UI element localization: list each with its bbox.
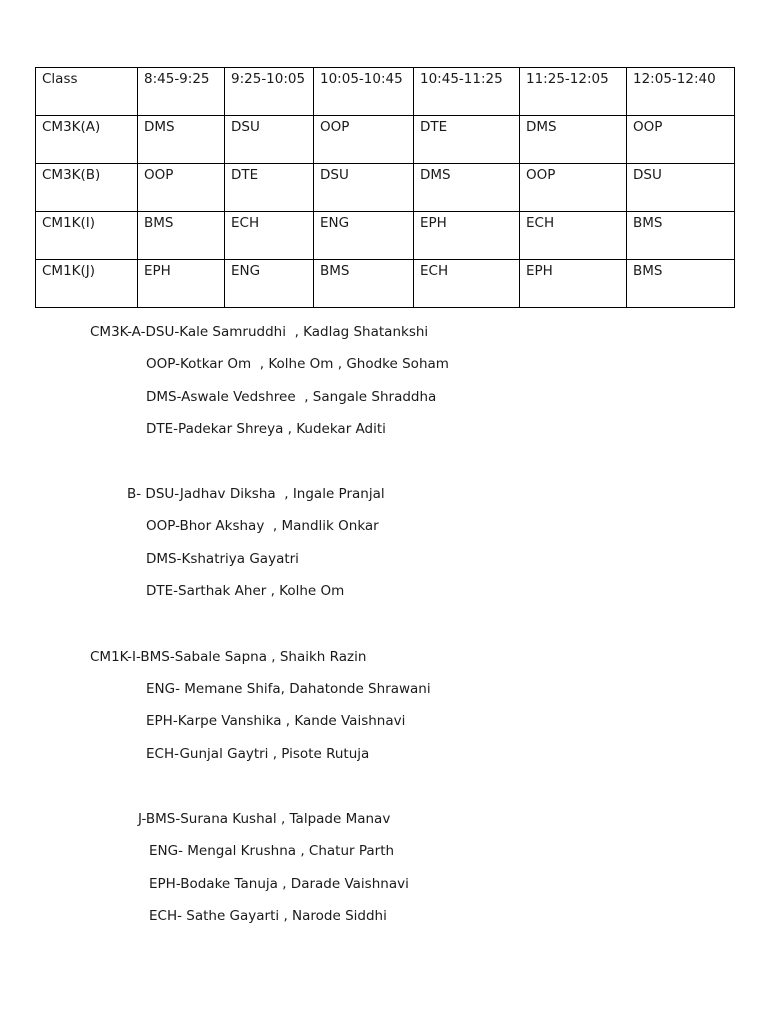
assignment-line: EPH-Bodake Tanuja , Darade Vaishnavi bbox=[149, 876, 409, 892]
table-cell: CM1K(I) bbox=[36, 212, 138, 260]
table-cell: ENG bbox=[314, 212, 414, 260]
assignment-line: OOP-Bhor Akshay , Mandlik Onkar bbox=[146, 518, 379, 534]
assignment-line: ECH- Sathe Gayarti , Narode Siddhi bbox=[149, 908, 387, 924]
assignment-line: DMS-Aswale Vedshree , Sangale Shraddha bbox=[146, 389, 437, 405]
table-cell: ECH bbox=[520, 212, 627, 260]
assignment-line: CM3K-A-DSU-Kale Samruddhi , Kadlag Shatankshi bbox=[90, 324, 429, 340]
table-row bbox=[36, 212, 735, 260]
table-cell: CM1K(J) bbox=[36, 260, 138, 308]
table-cell: DSU bbox=[225, 116, 314, 164]
table-cell: CM3K(B) bbox=[36, 164, 138, 212]
table-cell: EPH bbox=[138, 260, 225, 308]
table-cell: ECH bbox=[225, 212, 314, 260]
table-cell: ECH bbox=[414, 260, 520, 308]
header-cell: Class bbox=[36, 68, 138, 116]
table-cell: OOP bbox=[138, 164, 225, 212]
assignment-line: ECH-Gunjal Gaytri , Pisote Rutuja bbox=[146, 746, 370, 762]
table-cell: DMS bbox=[520, 116, 627, 164]
assignment-line: DTE-Sarthak Aher , Kolhe Om bbox=[146, 583, 345, 599]
assignment-line: ENG- Mengal Krushna , Chatur Parth bbox=[149, 843, 395, 859]
table-cell: EPH bbox=[414, 212, 520, 260]
table-row bbox=[36, 164, 735, 212]
assignment-line: ENG- Memane Shifa, Dahatonde Shrawani bbox=[146, 681, 431, 697]
timetable bbox=[35, 67, 735, 308]
header-cell: 9:25-10:05 bbox=[225, 68, 314, 116]
table-cell: BMS bbox=[314, 260, 414, 308]
assignment-line: B- DSU-Jadhav Diksha , Ingale Pranjal bbox=[127, 486, 385, 502]
assignment-line: OOP-Kotkar Om , Kolhe Om , Ghodke Soham bbox=[146, 356, 449, 372]
header-cell: 11:25-12:05 bbox=[520, 68, 627, 116]
table-cell: ENG bbox=[225, 260, 314, 308]
table-cell: CM3K(A) bbox=[36, 116, 138, 164]
header-cell: 10:45-11:25 bbox=[414, 68, 520, 116]
header-cell: 10:05-10:45 bbox=[314, 68, 414, 116]
table-cell: DMS bbox=[138, 116, 225, 164]
table-cell: BMS bbox=[627, 212, 735, 260]
assignment-line: CM1K-I-BMS-Sabale Sapna , Shaikh Razin bbox=[90, 649, 367, 665]
table-cell: DSU bbox=[627, 164, 735, 212]
table-cell: BMS bbox=[627, 260, 735, 308]
assignment-line: DMS-Kshatriya Gayatri bbox=[146, 551, 299, 567]
table-cell: DMS bbox=[414, 164, 520, 212]
assignment-line: EPH-Karpe Vanshika , Kande Vaishnavi bbox=[146, 713, 406, 729]
table-cell: OOP bbox=[627, 116, 735, 164]
assignment-line: DTE-Padekar Shreya , Kudekar Aditi bbox=[146, 421, 386, 437]
table-cell: DTE bbox=[414, 116, 520, 164]
header-cell: 12:05-12:40 bbox=[627, 68, 735, 116]
header-cell: 8:45-9:25 bbox=[138, 68, 225, 116]
table-row bbox=[36, 260, 735, 308]
table-cell: BMS bbox=[138, 212, 225, 260]
table-row bbox=[36, 116, 735, 164]
table-cell: OOP bbox=[520, 164, 627, 212]
table-cell: OOP bbox=[314, 116, 414, 164]
table-header-row bbox=[36, 68, 735, 116]
table-cell: DTE bbox=[225, 164, 314, 212]
table-cell: EPH bbox=[520, 260, 627, 308]
table-cell: DSU bbox=[314, 164, 414, 212]
assignment-line: J-BMS-Surana Kushal , Talpade Manav bbox=[138, 811, 391, 827]
